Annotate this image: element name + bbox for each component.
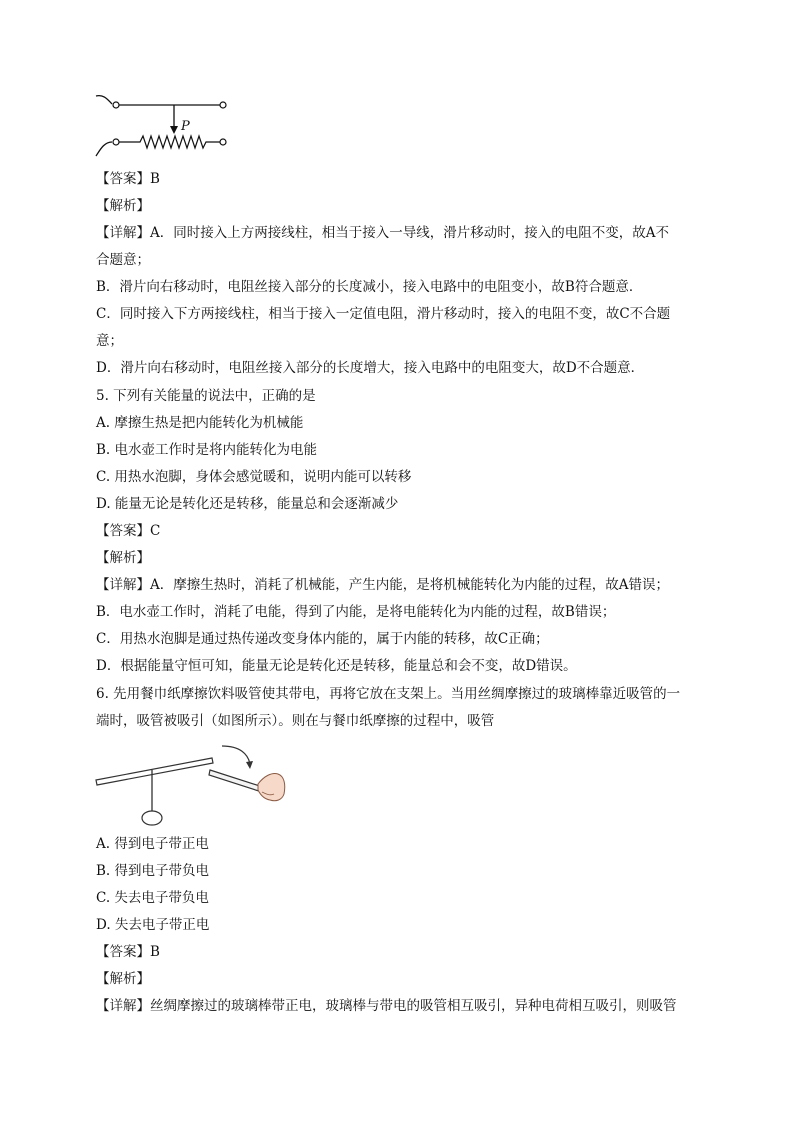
q5-detail-line-2: B．电水壶工作时，消耗了电能，得到了内能，是将电能转化为内能的过程，故B错误； [96,604,616,620]
q4-answer: 【答案】B [96,171,160,187]
stand-base [142,811,162,825]
q6-option-a: A. 得到电子带正电 [96,836,209,852]
q5-option-b: B. 电水壶工作时是将内能转化为电能 [96,442,318,458]
rheostat-diagram [94,90,244,162]
q4-detail-line-2: 合题意； [96,252,150,268]
q5-detail-line-4: D．根据能量守恒可知，能量无论是转化还是转移，能量总和会不变，故D错误。 [96,658,577,674]
q5-option-c: C. 用热水泡脚，身体会感觉暖和，说明内能可以转移 [96,469,412,485]
q6-answer: 【答案】B [96,944,160,960]
q6-option-b: B. 得到电子带负电 [96,863,210,879]
q5-detail-line-3: C．用热水泡脚是通过热传递改变身体内能的，属于内能的转移，故C正确； [96,631,549,647]
q6-analysis-heading: 【解析】 [96,971,150,987]
q4-detail-line-1: 【详解】A．同时接入上方两接线柱，相当于接入一导线，滑片移动时，接入的电阻不变，故A不 [96,225,669,241]
q4-detail-line-6: D．滑片向右移动时，电阻丝接入部分的长度增大，接入电路中的电阻变大，故D不合题意． [96,360,645,376]
straw-and-glass-rod-illustration [94,742,290,830]
q6-option-d: D. 失去电子带正电 [96,917,210,933]
q5-option-a: A. 摩擦生热是把内能转化为机械能 [96,415,304,431]
motion-arrow [222,746,250,764]
q5-option-d: D. 能量无论是转化还是转移，能量总和会逐渐减少 [96,496,399,512]
q4-detail-line-3: B．滑片向右移动时，电阻丝接入部分的长度减小，接入电路中的电阻变小，故B符合题意． [96,279,643,295]
q5-detail-line-1: 【详解】A．摩擦生热时，消耗了机械能，产生内能，是将机械能转化为内能的过程，故A错误； [96,577,669,593]
q5-answer: 【答案】C [96,523,161,539]
q5-analysis-heading: 【解析】 [96,550,150,566]
q4-detail-line-4: C．同时接入下方两接线柱，相当于接入一定值电阻，滑片移动时，接入的电阻不变，故C不合题 [96,306,671,322]
q6-stem-line-1: 6. 先用餐巾纸摩擦饮料吸管使其带电，再将它放在支架上。当用丝绸摩擦过的玻璃棒靠近吸管的一 [96,686,681,702]
q6-option-c: C. 失去电子带负电 [96,890,209,906]
hand-icon [258,773,285,800]
glass-rod [209,770,266,793]
drinking-straw [96,758,213,785]
q4-analysis-heading: 【解析】 [96,198,150,214]
q6-stem-line-2: 端时，吸管被吸引（如图所示）。则在与餐巾纸摩擦的过程中，吸管 [96,713,495,729]
q5-stem: 5. 下列有关能量的说法中，正确的是 [96,388,316,404]
q6-detail-line-1: 【详解】丝绸摩擦过的玻璃棒带正电，玻璃棒与带电的吸管相互吸引，异种电荷相互吸引，则吸管 [96,998,677,1014]
q4-detail-line-5: 意； [96,333,123,349]
slider-label-p: P [181,119,190,134]
